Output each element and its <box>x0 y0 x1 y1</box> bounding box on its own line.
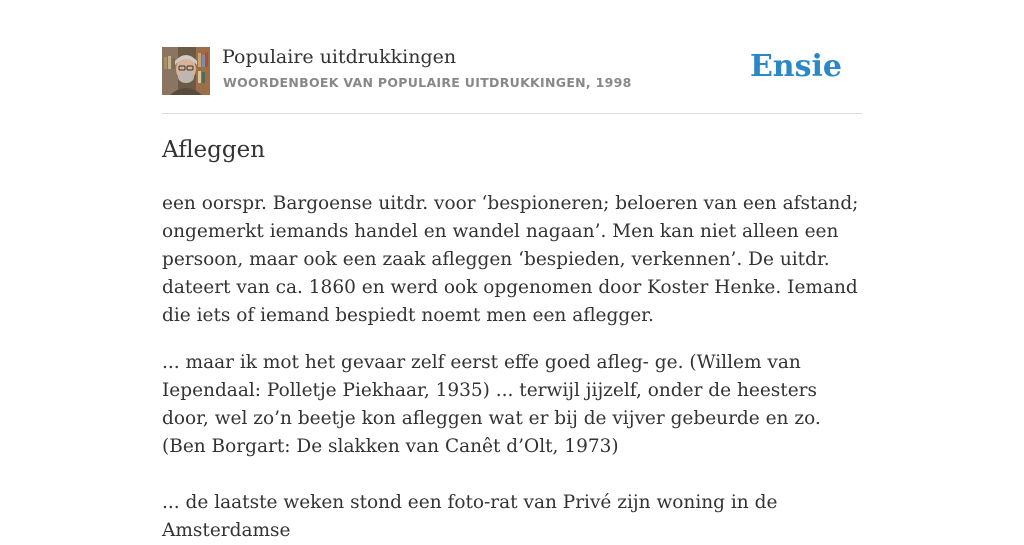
header-divider <box>162 113 862 114</box>
quotation-paragraph: ... maar ik mot het gevaar zelf eerst effe goed afleg- ge. (Willem van Iependaal: Polletje Piekhaar, 1935) ... terwijl jijzelf, onder de heesters door, wel zo’n beetje kon afleggen wat er bij de vijver gebeurde en zo. (Ben Borgart: De slakken van Canêt d’Olt, 1973) <box>162 352 821 457</box>
author-portrait-image <box>162 47 210 95</box>
ensie-logo[interactable]: Ensie <box>749 49 842 84</box>
source-title[interactable]: Populaire uitdrukkingen <box>222 46 457 68</box>
quotation-paragraph-continued: ... de laatste weken stond een foto-rat van Privé zijn woning in de Amsterdamse <box>162 492 778 541</box>
source-subtitle: WOORDENBOEK VAN POPULAIRE UITDRUKKINGEN, 1998 <box>223 75 632 90</box>
definition-paragraph: een oorspr. Bargoense uitdr. voor ‘bespioneren; beloeren van een afstand; ongemerkt iemands handel en wandel nagaan’. Men kan niet alleen een persoon, maar ook een zaak afleggen ‘bespieden, verkennen’. De uitdr. dateert van ca. 1860 en werd ook opgenomen door Koster Henke. Iemand die iets of iemand bespiedt noemt men een aflegger. <box>162 193 859 326</box>
author-avatar[interactable] <box>162 47 210 95</box>
source-header <box>162 46 862 96</box>
entry-title: Afleggen <box>162 137 266 163</box>
